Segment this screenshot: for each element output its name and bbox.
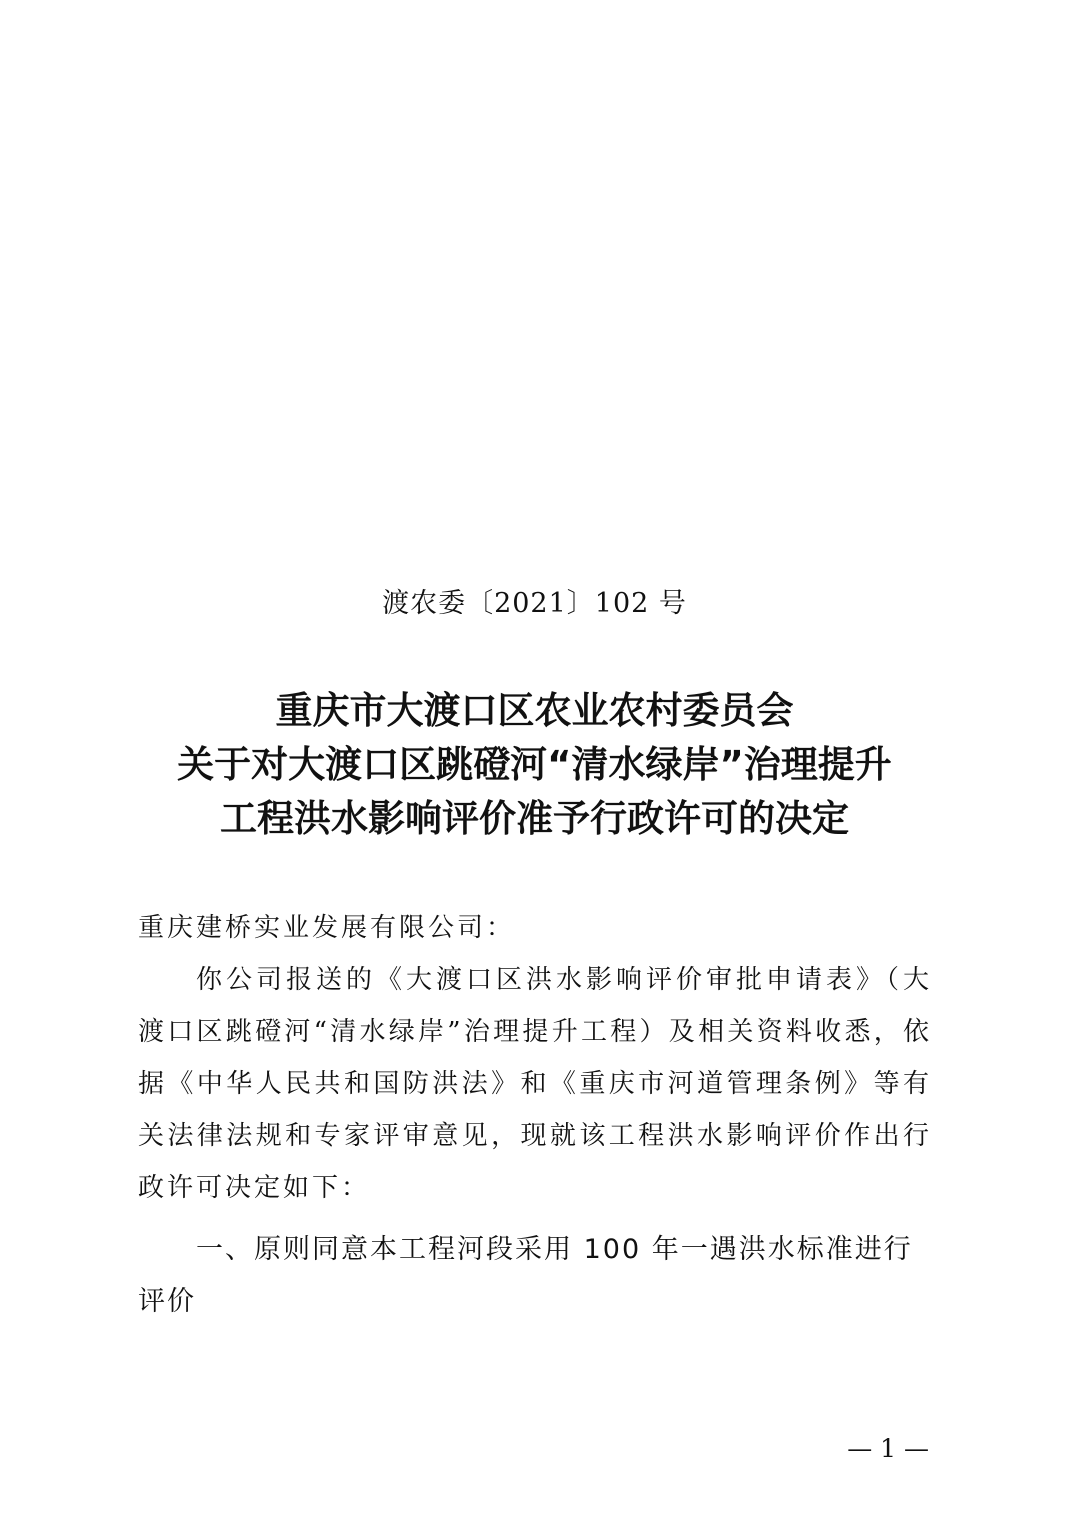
section-heading-1: 一、原则同意本工程河段采用 100 年一遇洪水标准进行评价 [138,1234,913,1317]
title-line-3: 工程洪水影响评价准予行政许可的决定 [220,797,849,840]
page-number: — 1 — [847,1434,929,1463]
document-number: 渡农委〔2021〕102 号 [382,588,687,619]
document-title [0,684,1069,846]
salutation: 重庆建桥实业发展有限公司： [138,913,516,943]
body-paragraph: 你公司报送的《大渡口区洪水影响评价审批申请表》（大渡口区跳磴河“清水绿岸”治理提升工程）及相关资料收悉，依据《中华人民共和国防洪法》和《重庆市河道管理条例》等有关法律法规和专家评审意见，现就该工程洪水影响评价作出行政许可决定如下： [138,965,932,1203]
title-line-2: 关于对大渡口区跳磴河“清水绿岸”治理提升 [177,743,892,786]
title-line-1: 重庆市大渡口区农业农村委员会 [275,689,794,732]
